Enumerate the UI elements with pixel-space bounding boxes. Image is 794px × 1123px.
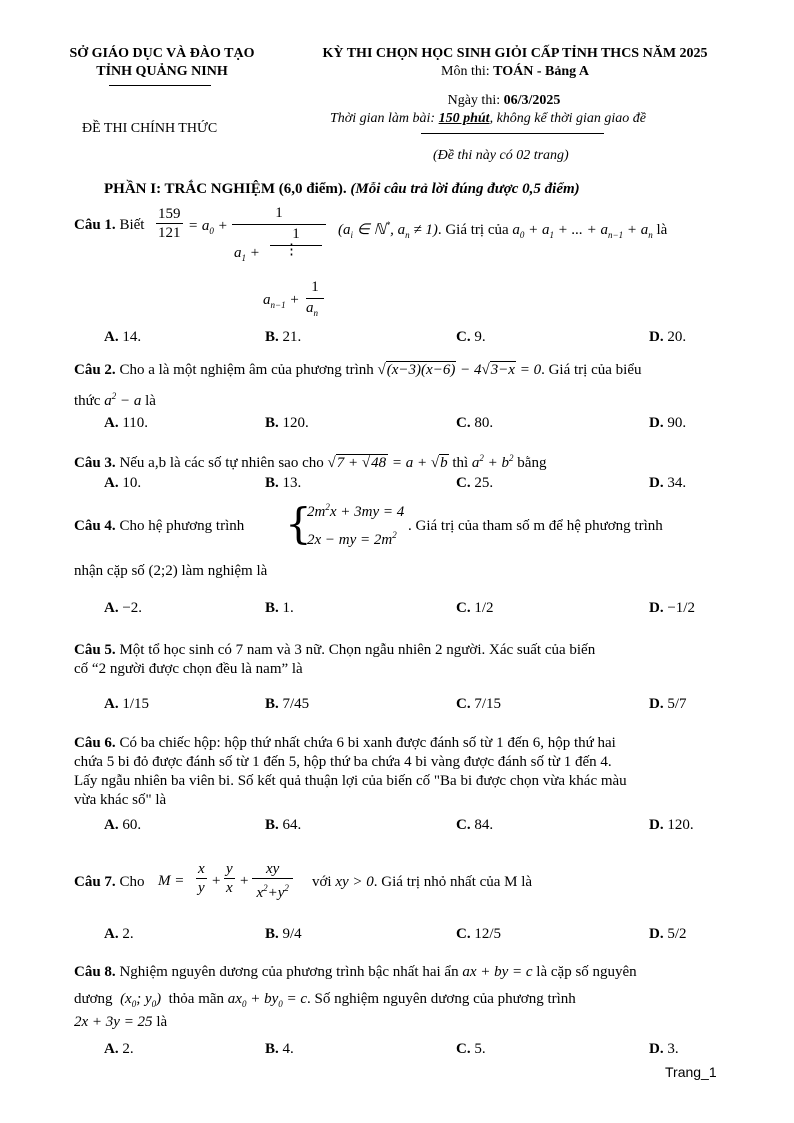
- question-5: Câu 5. Một tổ học sinh có 7 nam và 3 nữ. Chọn ngẫu nhiên 2 người. Xác suất của biến: [74, 642, 596, 658]
- date-line: [404, 93, 604, 109]
- question-text: Biết: [119, 217, 145, 233]
- pages-note: (Đề thi này có 02 trang): [433, 148, 569, 163]
- option-c[interactable]: C. 9.: [456, 329, 486, 345]
- option-a[interactable]: A. 1/15: [104, 696, 150, 712]
- department-line1: SỞ GIÁO DỤC VÀ ĐÀO TẠO: [69, 46, 255, 61]
- option-a[interactable]: A. 2.: [104, 926, 134, 942]
- time-prefix: Thời gian làm bài:: [330, 111, 439, 126]
- option-a[interactable]: A. 2.: [104, 1041, 134, 1057]
- exam-date: 06/3/2025: [503, 93, 561, 108]
- option-b[interactable]: B. 4.: [265, 1041, 294, 1057]
- question-2: Câu 2. Cho a là một nghiệm âm của phương trình √(x−3)(x−6) − 4√3−x = 0. Giá trị của biểu: [74, 362, 642, 378]
- option-d[interactable]: D. 5/2: [649, 926, 687, 942]
- option-b[interactable]: B. 1.: [265, 600, 294, 616]
- question-4-cont: . Giá trị của tham số m để hệ phương trình: [408, 518, 663, 534]
- option-b[interactable]: B. 21.: [265, 329, 302, 345]
- question-text-c: là: [656, 222, 668, 238]
- option-b[interactable]: B. 64.: [265, 817, 302, 833]
- part1-title-line: [104, 181, 580, 198]
- question-8-line3: 2x + 3y = 25 là: [74, 1014, 168, 1030]
- option-c[interactable]: C. 5.: [456, 1041, 486, 1057]
- option-c[interactable]: C. 12/5: [456, 926, 502, 942]
- time-suffix: , không kể thời gian giao đề: [489, 111, 646, 126]
- time-line: [330, 111, 646, 127]
- question-8: Câu 8. Nghiệm nguyên dương của phương trình bậc nhất hai ẩn ax + by = c là cặp số nguyên: [74, 964, 637, 980]
- option-d[interactable]: D. 120.: [649, 817, 694, 833]
- question-4: Câu 4. Cho hệ phương trình: [74, 518, 245, 534]
- part1-note: (Mỗi câu trả lời đúng được 0,5 điểm): [350, 181, 580, 197]
- page-number: Trang_1: [665, 1064, 717, 1080]
- option-a[interactable]: A. −2.: [104, 600, 143, 616]
- question-6-line4: vừa khác số" là: [74, 792, 167, 808]
- option-a[interactable]: A. 10.: [104, 475, 142, 491]
- question-1-cont: ($a_i$ ∈ ℕ*, $a_n \ne 1$). Giá trị của $a_0 + a_1$ + ... + $a_{n-1} + a_n$ là: [338, 220, 668, 240]
- date-prefix: Ngày thi:: [447, 93, 504, 108]
- option-d[interactable]: D. 20.: [649, 329, 687, 345]
- question-7: Câu 7. Cho: [74, 874, 145, 890]
- option-d[interactable]: D. 3.: [649, 1041, 679, 1057]
- subject-name: TOÁN - Bảng A: [493, 64, 589, 79]
- question-text-b: . Giá trị của: [437, 222, 509, 238]
- option-b[interactable]: B. 120.: [265, 415, 309, 431]
- option-a[interactable]: A. 110.: [104, 415, 149, 431]
- option-b[interactable]: B. 7/45: [265, 696, 310, 712]
- question-4-line2: nhận cặp số (2;2) làm nghiệm là: [74, 563, 268, 579]
- department-underline: [109, 85, 211, 86]
- subject-line: [284, 64, 746, 80]
- option-d[interactable]: D. 5/7: [649, 696, 687, 712]
- option-c[interactable]: C. 80.: [456, 415, 494, 431]
- question-5-line2: cố “2 người được chọn đều là nam” là: [74, 661, 303, 677]
- option-d[interactable]: D. −1/2: [649, 600, 695, 616]
- question-7-cont: với xy > 0. Giá trị nhỏ nhất của M là: [312, 874, 533, 890]
- question-6-line2: chứa 5 bi đỏ được đánh số từ 1 đến 5, hộp thứ ba chứa 4 bi vàng được đánh số từ 1 đến 4.: [74, 754, 612, 770]
- subject-prefix: Môn thi:: [441, 64, 494, 79]
- option-c[interactable]: C. 84.: [456, 817, 494, 833]
- question-3: Câu 3. Nếu a,b là các số tự nhiên sao cho √7 + √48 = a + √b thì $a^2 + b^2$ bằng: [74, 453, 547, 471]
- option-a[interactable]: A. 14.: [104, 329, 142, 345]
- question-6-line3: Lấy ngẫu nhiên ba viên bi. Số kết quả thuận lợi của biến cố "Ba bi được chọn vừa khác màu: [74, 773, 627, 789]
- option-a[interactable]: A. 60.: [104, 817, 142, 833]
- option-c[interactable]: C. 25.: [456, 475, 494, 491]
- department-line2: TỈNH QUẢNG NINH: [96, 64, 228, 79]
- option-b[interactable]: B. 13.: [265, 475, 302, 491]
- option-d[interactable]: D. 90.: [649, 415, 687, 431]
- option-c[interactable]: C. 7/15: [456, 696, 502, 712]
- part1-title: PHẦN I: TRẮC NGHIỆM (6,0 điểm).: [104, 181, 347, 197]
- question-label: Câu 1.: [74, 217, 116, 233]
- official-label: ĐỀ THI CHÍNH THỨC: [82, 121, 218, 136]
- question-6: Câu 6. Có ba chiếc hộp: hộp thứ nhất chứa 6 bi xanh được đánh số từ 1 đến 6, hộp thứ hai: [74, 735, 616, 751]
- time-underline: [421, 133, 604, 134]
- option-d[interactable]: D. 34.: [649, 475, 687, 491]
- question-2-line2: thức $a^2 - a$ là: [74, 391, 156, 409]
- time-duration: 150 phút: [438, 111, 490, 126]
- exam-title: KỲ THI CHỌN HỌC SINH GIỎI CẤP TỈNH THCS NĂM 2025: [322, 46, 708, 61]
- option-b[interactable]: B. 9/4: [265, 926, 302, 942]
- option-c[interactable]: C. 1/2: [456, 600, 494, 616]
- question-8-line2: dương ($x_0$; $y_0$) thỏa mãn $ax_0 + by_0 = c$. Số nghiệm nguyên dương của phương trình: [74, 991, 576, 1009]
- question-1: [74, 216, 144, 235]
